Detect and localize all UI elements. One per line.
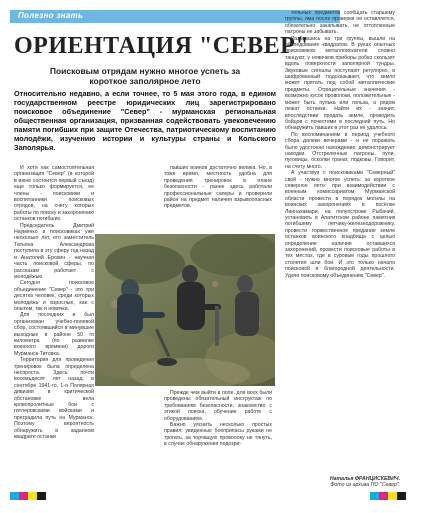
magenta-swatch (379, 492, 388, 500)
paragraph: А участвуя с поисковиками "Северный" свой - нужно многое успеть: за короткое северное лето: при взаимодействии с военным комиссариатом Мурманской области провести в порядок могилы на воинских захоронениях в посёлке Лиинахамари, на полуострове Рыбачий, установить в Апатитском районе памятник погибшему летчику-железнодорожнику, провести торжественное предание земле останков воинского кладбища с целью определения наличия оставшихся захоронений, провести поисковые работы в тех местах, где в суровые годы прошлого столетия шли бои. И это только начало поисковой и благородной деятельности. Удачи поисковому объединению "Север". (285, 170, 395, 279)
photo-searchers-in-tundra (95, 234, 275, 386)
text-column-2-top (164, 165, 272, 225)
paragraph: тельных предметов сообщать старшему группы, яма после проверки не оставляется, обязательно закапывать, не оттопленные патроны не забывать. (285, 10, 395, 36)
section-label: Полезно знать (18, 11, 84, 20)
author-name: Наталья ФРАНЦИСКЕВИЧ. (329, 476, 400, 482)
text-column-2-bottom (164, 390, 272, 487)
magenta-swatch (19, 492, 28, 500)
cyan-swatch (10, 492, 19, 500)
paragraph: Председатель Дмитрий Науменко в поисковиках уже несколько лет, его заместитель Татьяна Александрова поступила в эту сферу год назад и Анатолий Ерохин - научная часть поисковой сферы, по рассказам работает с молодёжью. (14, 222, 94, 280)
paragraph: Территория для проведения тренировок была определена неспроста. Здесь почти восемьдесят лет назад, в сентябре 1941-го, 1-я Полярная дивизия в критической обстановке вела кровопролитные бои с гитлеровскими войсками и преградила путь на Мурманск. Поэтому вероятность обнаружить в заданном квадрате останки (14, 357, 94, 441)
black-swatch (37, 492, 46, 500)
paragraph: Важно уяснить несколько простых правил: увиденные боеприпасы руками не трогать, за торчащую проволоку не тянуть, в случае обнаружения подозри- (164, 422, 272, 448)
paragraph: По воспоминаниям в период учебного сбора далеки вечерами - и не поражать было удостоено нахождение: демонстрирует находки. Отстреленные патроны, пули, пуговицы, осколки гранат, подковы. Говорит, на счету много. (285, 131, 395, 170)
black-swatch (397, 492, 406, 500)
yellow-swatch (28, 492, 37, 500)
paragraph: Прежде чем выйти в поле, для всех были проведены обязательный инструктаж по требованиям безопасности, знакомство с этикой поиска, обучение работе с оборудованием. (164, 390, 272, 422)
text-column-1 (14, 165, 94, 487)
article-signature (300, 476, 400, 489)
paragraph: Сегодня поисковое объединение "Север" - это три десятка человек, среди которых молодёжь и взрослые, как с опытом, так и новички. (14, 280, 94, 312)
article-photo (95, 234, 275, 386)
article-title: ОРИЕНТАЦИЯ "СЕВЕР" (14, 33, 310, 59)
paragraph: павших воинов достаточно велика. Но, в тоже время, местность удобна для проведения тренировок в плане безопасности - ранее здесь работали профессиональные саперы и проверили район на предмет наличия взрывоопасных предметов. (164, 165, 272, 210)
cmyk-registration-marks-right (370, 492, 406, 500)
text-column-3 (285, 10, 395, 480)
article-subtitle: Поисковым отрядам нужно многое успеть за короткое заполярное лето (49, 66, 241, 86)
paragraph: Для последних и был организован учебно-полевой сбор, состоявшийся в минувшие выходные в районе 50 го километра (по развилке военного времени) дороги Мурманск-Титовка. (14, 312, 94, 357)
cmyk-registration-marks-left (10, 492, 46, 500)
article-lead: Относительно недавно, а если точнее, то 5 мая этого года, в едином государственном реестре юридических лиц зарегистрировано поисковое объединение "Север" - мурманская региональная общественная организация, призванная содействовать увековечению памяти погибших при защите Отечества, патриотическому воспитанию молодёжи, изучению истории и культуры страны и Кольского Заполярья. (14, 89, 276, 152)
paragraph: И хотя как самостоятельная организация "Север" (в которой в июне состоится первый съезд) еще только формируется, ее члены - поисковики и воспитанники поисковых отрядов, на счету которых работы по поиску и захоронению останков погибших. (14, 165, 94, 223)
cyan-swatch (370, 492, 379, 500)
yellow-swatch (388, 492, 397, 500)
photo-credit: Фото из архива ПО "Север". (330, 482, 400, 489)
paragraph: Разбившись на три группы, вышли на обследование квадратов. В руках опытных поисковиков металлоискатели словно танцуют, у новичков приборы робко скользят вдоль поверхности заполярной тундры. Звуковые сигналы поступают регулярно, в шифрованный подсказывает, что земля может прятать под собой металлические предметы. Отрицательные значения - возможно кусок проволоки, положительные - может быть пулька или гильза, а рядом лежат останки. Найти их - значит, впоследствии предать земле, проводить бойцов с почестями в последний путь. Но обнаружить павших в этот раз не удалось. (285, 35, 395, 132)
